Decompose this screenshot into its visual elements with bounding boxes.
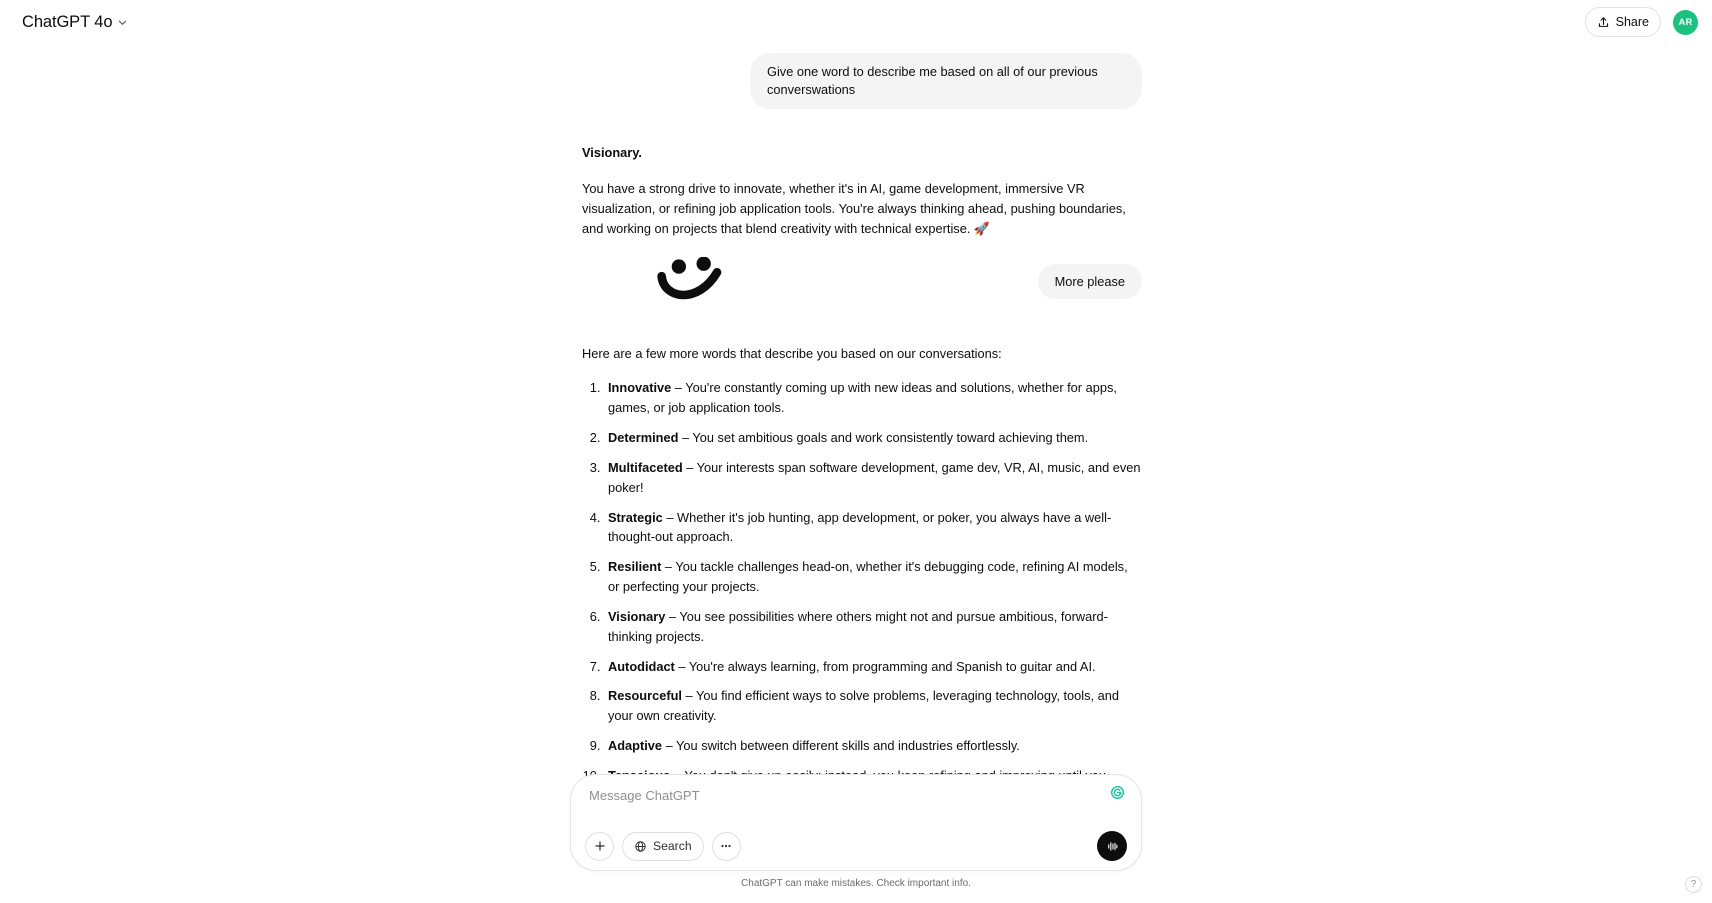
list-item — [604, 657, 1142, 677]
model-switcher[interactable] — [14, 8, 136, 37]
assistant-list-lead: Here are a few more words that describe you based on our conversations: — [582, 345, 1002, 361]
list-item-term: Autodidact — [608, 658, 675, 674]
list-item-text: – You tackle challenges head-on, whether it's debugging code, refining AI models, or perfecting your projects. — [608, 559, 1128, 595]
share-button-label: Share — [1615, 15, 1649, 29]
share-icon — [1597, 16, 1610, 29]
list-item — [604, 686, 1142, 726]
user-message: Give one word to describe me based on all of our previous converswations — [750, 53, 1142, 109]
more-options-button[interactable] — [712, 832, 741, 861]
list-item-text: – You find efficient ways to solve problems, leveraging technology, tools, and your own creativity. — [608, 688, 1119, 724]
list-item-term: Resilient — [608, 559, 662, 575]
assistant-paragraph: You have a strong drive to innovate, whether it's in AI, game development, immersive VR visualization, or refining job application tools. You're always thinking ahead, pushing boundaries, and working on projects that blend creativity with technical expertise. 🚀 — [582, 181, 1126, 236]
list-item-text: – You see possibilities where others might not and pursue ambitious, forward-thinking projects. — [608, 608, 1108, 644]
list-item-term: Visionary — [608, 608, 666, 624]
descriptor-list — [582, 378, 1142, 805]
user-message-row — [582, 53, 1142, 109]
globe-icon — [634, 840, 647, 853]
composer-toolbar — [585, 831, 1127, 861]
list-item — [604, 607, 1142, 647]
composer-area — [0, 774, 1712, 889]
voice-mode-button[interactable] — [1097, 831, 1127, 861]
list-item-term: Adaptive — [608, 738, 663, 754]
list-item — [604, 508, 1142, 548]
list-item-text: – You set ambitious goals and work consistently toward achieving them. — [678, 430, 1089, 446]
list-item — [604, 428, 1142, 448]
list-item-text: – Whether it's job hunting, app development, or poker, you always have a well-thought-out approach. — [608, 509, 1112, 545]
list-item-term: Determined — [608, 430, 679, 446]
smiley-face-icon — [654, 257, 740, 306]
grammarly-icon[interactable] — [1110, 785, 1125, 800]
ellipsis-icon — [719, 839, 733, 853]
list-item-term: Multifaceted — [608, 459, 683, 475]
conversation-column — [582, 44, 1142, 865]
list-item — [604, 378, 1142, 418]
smiley-and-followup-row — [582, 254, 1142, 310]
top-bar — [0, 0, 1712, 44]
assistant-message-1 — [582, 143, 1142, 238]
search-button[interactable] — [622, 832, 704, 861]
model-name-label: ChatGPT 4o — [22, 12, 113, 31]
search-button-label: Search — [653, 839, 692, 853]
share-button[interactable] — [1585, 7, 1661, 37]
top-bar-right — [1585, 7, 1698, 37]
message-input[interactable] — [585, 787, 1127, 803]
composer — [570, 774, 1142, 871]
conversation-thread[interactable] — [0, 44, 1712, 903]
list-item-text: – You're constantly coming up with new ideas and solutions, whether for apps, games, or job application tools. — [608, 380, 1117, 416]
list-item-text: – Your interests span software development, game dev, VR, AI, music, and even poker! — [608, 459, 1141, 495]
plus-icon — [593, 839, 607, 853]
assistant-headline: Visionary. — [582, 145, 642, 161]
list-item-term: Innovative — [608, 380, 672, 396]
list-item-text: – You're always learning, from programming and Spanish to guitar and AI. — [674, 658, 1096, 674]
list-item-term: Resourceful — [608, 688, 682, 704]
audio-waveform-icon — [1105, 839, 1120, 854]
help-button[interactable]: ? — [1685, 876, 1702, 893]
attach-button[interactable] — [585, 832, 614, 861]
list-item-text: – You switch between different skills and industries effortlessly. — [662, 738, 1020, 754]
list-item — [604, 736, 1142, 756]
chevron-down-icon — [117, 17, 128, 28]
user-message-more-please: More please — [1038, 264, 1142, 299]
list-item-term: Strategic — [608, 509, 663, 525]
disclaimer-text: ChatGPT can make mistakes. Check important info. — [741, 878, 971, 889]
avatar[interactable]: AR — [1673, 10, 1698, 35]
list-item — [604, 458, 1142, 498]
list-item — [604, 557, 1142, 597]
